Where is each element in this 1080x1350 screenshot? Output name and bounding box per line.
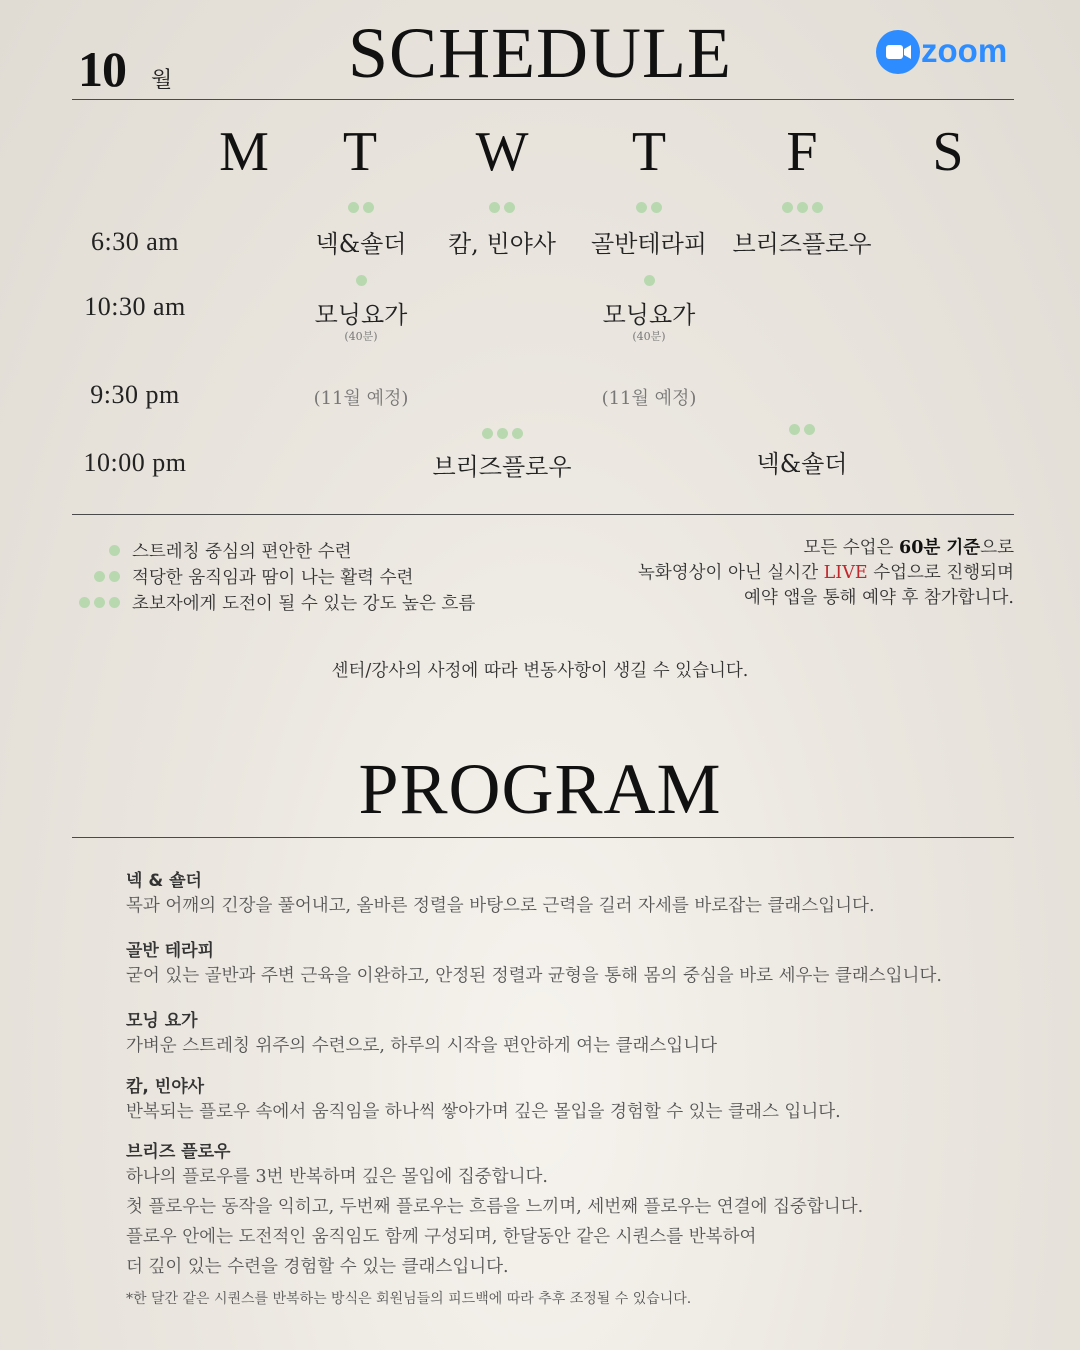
class-thu-930pm: (11월 예정)	[601, 388, 697, 409]
class-thu-1030am: 모닝요가	[602, 301, 696, 329]
note-line-2: 녹화영상이 아닌 실시간 LIVE 수업으로 진행되며	[637, 563, 1014, 583]
intensity-dots-2	[717, 423, 887, 437]
class-tue-1030am: 모닝요가	[314, 301, 408, 329]
class-duration: (40분)	[632, 330, 666, 343]
note-line-3: 예약 앱을 통해 예약 후 참가합니다.	[743, 588, 1014, 608]
program-name: 캄, 빈야사	[126, 1077, 205, 1097]
program-title: PROGRAM	[358, 749, 722, 829]
class-fri-1000pm: 넥&숄더	[756, 450, 848, 478]
program-divider	[72, 837, 1014, 838]
schedule-title: SCHEDULE	[348, 13, 732, 93]
class-thu-630am: 골반테라피	[591, 230, 707, 258]
month-suffix: 월	[151, 68, 173, 93]
schedule-divider	[72, 514, 1014, 515]
program-desc: 더 깊이 있는 수련을 경험할 수 있는 클래스입니다.	[126, 1257, 509, 1277]
legend-text: 스트레칭 중심의 편안한 수련	[132, 541, 352, 562]
class-fri-630am: 브리즈플로우	[732, 230, 872, 258]
intensity-dots-2	[417, 201, 587, 215]
program-name: 넥 & 숄더	[126, 871, 202, 891]
intensity-dots-1	[70, 541, 122, 560]
program-name: 모닝 요가	[126, 1011, 198, 1031]
zoom-wordmark: zoom	[921, 32, 1008, 69]
class-tue-630am: 넥&숄더	[315, 230, 407, 258]
class-wed-1000pm: 브리즈플로우	[432, 453, 572, 481]
legend-item	[70, 590, 475, 614]
intensity-dots-2	[564, 201, 734, 215]
legend-item	[70, 538, 352, 562]
class-wed-630am: 캄, 빈야사	[448, 230, 556, 258]
program-desc: 플로우 안에는 도전적인 움직임도 함께 구성되며, 한달동안 같은 시퀀스를 반복하여	[126, 1227, 757, 1247]
intensity-dots-3	[717, 201, 887, 215]
day-mon: M	[219, 121, 269, 183]
month-number: 10	[78, 41, 126, 97]
program-item	[126, 1072, 1026, 1127]
intensity-dots-1	[564, 274, 734, 288]
program-item	[126, 866, 1026, 921]
class-info-notes	[554, 536, 1014, 611]
legend-text: 초보자에게 도전이 될 수 있는 강도 높은 흐름	[132, 593, 476, 614]
class-tue-930pm: (11월 예정)	[313, 388, 409, 409]
day-fri: F	[786, 121, 818, 183]
day-thu: T	[631, 121, 667, 183]
day-wed: W	[475, 121, 529, 183]
change-notice: 센터/강사의 사정에 따라 변동사항이 생길 수 있습니다.	[331, 661, 749, 681]
program-desc: 하나의 플로우를 3번 반복하며 깊은 몰입에 집중합니다.	[126, 1167, 548, 1187]
intensity-dots-3	[70, 593, 122, 612]
program-item	[126, 936, 1026, 991]
program-desc: 반복되는 플로우 속에서 움직임을 하나씩 쌓아가며 깊은 몰입을 경험할 수 있는 클래스 입니다.	[126, 1102, 841, 1122]
time-1000pm: 10:00 pm	[83, 448, 187, 477]
header-divider	[72, 99, 1014, 100]
time-1030am: 10:30 am	[84, 292, 186, 321]
program-name: 브리즈 플로우	[126, 1142, 231, 1162]
day-sat: S	[932, 121, 964, 183]
legend-item	[70, 564, 413, 588]
program-desc: 목과 어깨의 긴장을 풀어내고, 올바른 정렬을 바탕으로 근력을 길러 자세를 바로잡는 클래스입니다.	[126, 896, 875, 916]
program-item	[126, 1006, 1026, 1061]
day-tue: T	[342, 121, 378, 183]
intensity-dots-3	[417, 427, 587, 441]
legend-text: 적당한 움직임과 땀이 나는 활력 수련	[132, 567, 414, 588]
program-desc: 굳어 있는 골반과 주변 근육을 이완하고, 안정된 정렬과 균형을 통해 몸의 중심을 바로 세우는 클래스입니다.	[126, 966, 942, 986]
program-footnote: *한 달간 같은 시퀀스를 반복하는 방식은 회원님들의 피드백에 따라 추후 조정될 수 있습니다.	[126, 1291, 692, 1307]
intensity-dots-1	[276, 274, 446, 288]
class-duration: (40분)	[344, 330, 378, 343]
program-desc: 가벼운 스트레칭 위주의 수련으로, 하루의 시작을 편안하게 여는 클래스입니다	[126, 1036, 718, 1056]
zoom-logo	[874, 26, 1016, 78]
program-name: 골반 테라피	[126, 941, 215, 961]
intensity-dots-2	[70, 567, 122, 586]
program-desc: 첫 플로우는 동작을 익히고, 두번째 플로우는 흐름을 느끼며, 세번째 플로우는 연결에 집중합니다.	[126, 1197, 864, 1217]
time-630am: 6:30 am	[91, 227, 179, 256]
time-930pm: 9:30 pm	[90, 380, 180, 409]
note-line-1: 모든 수업은 60분 기준으로	[803, 538, 1014, 558]
program-item	[126, 1137, 1026, 1282]
